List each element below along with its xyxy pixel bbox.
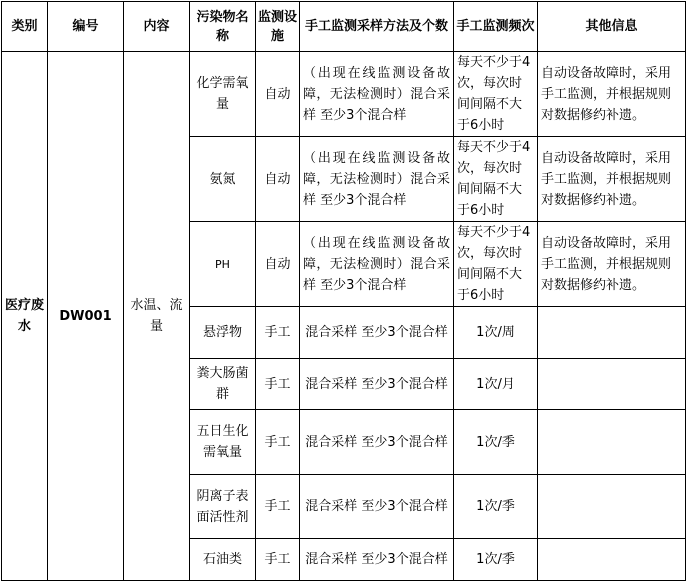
frequency-cell: 1次/季 (454, 410, 538, 475)
header-id: 编号 (48, 2, 124, 52)
header-facility: 监测设施 (256, 2, 300, 52)
facility-cell: 手工 (256, 475, 300, 539)
facility-cell: 自动 (256, 52, 300, 137)
header-pollutant: 污染物名称 (190, 2, 256, 52)
frequency-cell: 1次/季 (454, 539, 538, 581)
facility-cell: 手工 (256, 539, 300, 581)
pollutant-cell: 粪大肠菌群 (190, 359, 256, 410)
frequency-cell: 每天不少于4次，每次时间间隔不大于6小时 (454, 222, 538, 307)
method-cell: （出现在线监测设备故障，无法检测时）混合采样 至少3个混合样 (300, 52, 454, 137)
pollutant-cell: 五日生化需氧量 (190, 410, 256, 475)
pollutant-cell: 石油类 (190, 539, 256, 581)
category-cell: 医疗废水 (2, 52, 48, 581)
other-cell: 自动设备故障时，采用手工监测，并根据规则对数据修约补遗。 (538, 137, 686, 222)
facility-cell: 自动 (256, 137, 300, 222)
other-cell: 自动设备故障时，采用手工监测，并根据规则对数据修约补遗。 (538, 52, 686, 137)
method-cell: 混合采样 至少3个混合样 (300, 410, 454, 475)
pollutant-cell: PH (190, 222, 256, 307)
other-cell (538, 539, 686, 581)
frequency-cell: 1次/月 (454, 359, 538, 410)
frequency-cell: 每天不少于4次，每次时间间隔不大于6小时 (454, 52, 538, 137)
header-row (2, 2, 686, 52)
method-cell: 混合采样 至少3个混合样 (300, 359, 454, 410)
content-cell: 水温、流量 (124, 52, 190, 581)
header-frequency: 手工监测频次 (454, 2, 538, 52)
facility-cell: 手工 (256, 359, 300, 410)
other-cell (538, 359, 686, 410)
method-cell: 混合采样 至少3个混合样 (300, 539, 454, 581)
header-category: 类别 (2, 2, 48, 52)
pollutant-cell: 化学需氧量 (190, 52, 256, 137)
facility-cell: 自动 (256, 222, 300, 307)
method-cell: （出现在线监测设备故障，无法检测时）混合采样 至少3个混合样 (300, 222, 454, 307)
frequency-cell: 每天不少于4次，每次时间间隔不大于6小时 (454, 137, 538, 222)
header-content: 内容 (124, 2, 190, 52)
other-cell: 自动设备故障时，采用手工监测，并根据规则对数据修约补遗。 (538, 222, 686, 307)
frequency-cell: 1次/周 (454, 307, 538, 359)
facility-cell: 手工 (256, 410, 300, 475)
other-cell (538, 475, 686, 539)
pollutant-cell: 氨氮 (190, 137, 256, 222)
other-cell (538, 410, 686, 475)
monitoring-table (1, 1, 686, 581)
method-cell: 混合采样 至少3个混合样 (300, 307, 454, 359)
header-other: 其他信息 (538, 2, 686, 52)
facility-cell: 手工 (256, 307, 300, 359)
pollutant-cell: 阴离子表面活性剂 (190, 475, 256, 539)
header-method: 手工监测采样方法及个数 (300, 2, 454, 52)
id-cell: DW001 (48, 52, 124, 581)
table-row (2, 52, 686, 137)
frequency-cell: 1次/季 (454, 475, 538, 539)
other-cell (538, 307, 686, 359)
method-cell: 混合采样 至少3个混合样 (300, 475, 454, 539)
pollutant-cell: 悬浮物 (190, 307, 256, 359)
method-cell: （出现在线监测设备故障，无法检测时）混合采样 至少3个混合样 (300, 137, 454, 222)
